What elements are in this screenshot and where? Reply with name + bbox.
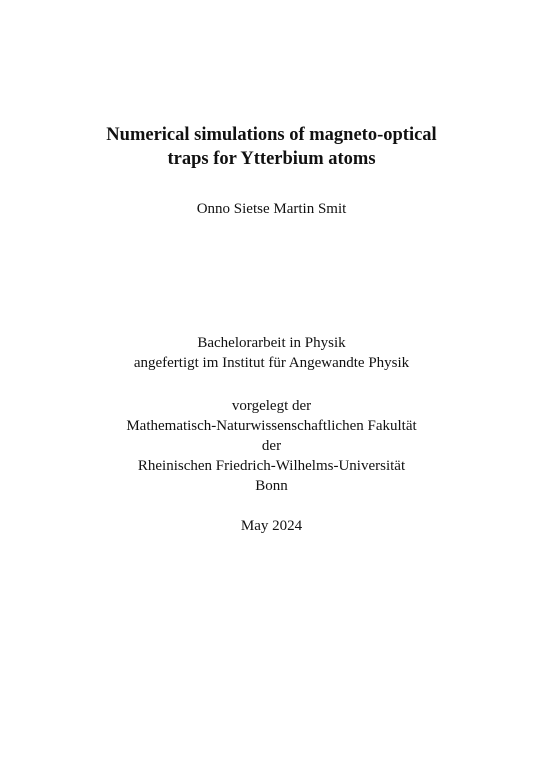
submission-line-2: Mathematisch-Naturwissenschaftlichen Fakultät (126, 418, 417, 434)
thesis-line-1: Bachelorarbeit in Physik (197, 335, 346, 351)
submission-line-1: vorgelegt der (231, 398, 312, 414)
thesis-type (40, 333, 503, 373)
submission-line-4: Rheinischen Friedrich-Wilhelms-Universität (137, 458, 406, 474)
title-line-1: Numerical simulations of magneto-optical (106, 125, 437, 145)
author-name: Onno Sietse Martin Smit (196, 201, 347, 217)
thesis-title (40, 123, 503, 171)
thesis-line-2: angefertigt im Institut für Angewandte Physik (133, 355, 410, 371)
title-line-2: traps for Ytterbium atoms (167, 149, 376, 169)
submission-statement (40, 396, 503, 496)
submission-date: May 2024 (240, 518, 303, 534)
submission-line-5: Bonn (255, 478, 288, 494)
submission-line-3: der (261, 438, 282, 454)
